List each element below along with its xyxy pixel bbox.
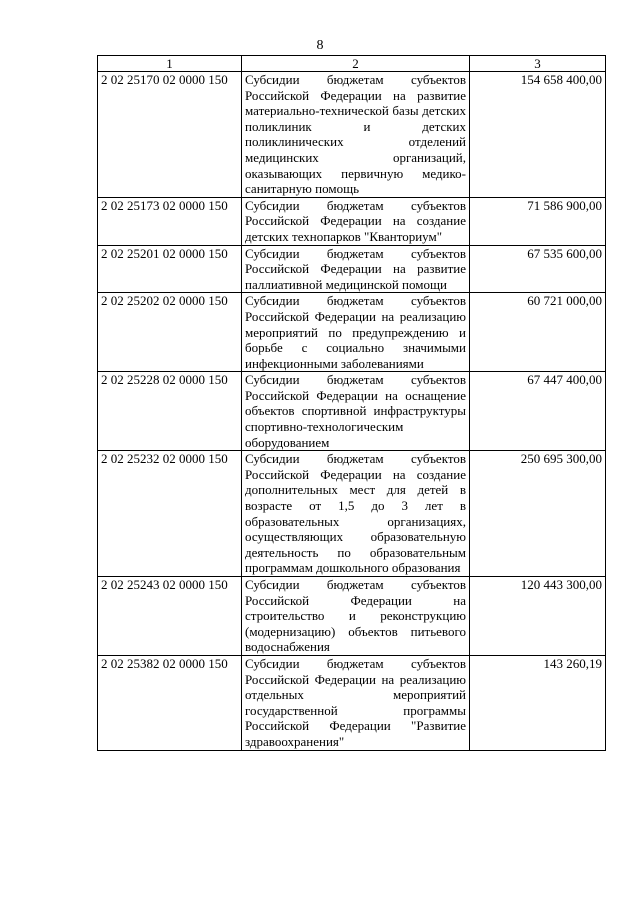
table-row bbox=[98, 451, 606, 577]
column-header-description: 2 bbox=[242, 56, 470, 72]
table-row bbox=[98, 577, 606, 656]
description-cell: Субсидии бюджетам субъектов Российской Федерации на реализацию отдельных мероприятий государственной программы Российской Федерации "Развитие здравоохранения" bbox=[242, 655, 470, 750]
budget-revenue-table bbox=[97, 55, 606, 751]
budget-code-cell: 2 02 25232 02 0000 150 bbox=[98, 451, 242, 577]
amount-cell: 67 535 600,00 bbox=[470, 245, 606, 293]
table-row bbox=[98, 245, 606, 293]
description-cell: Субсидии бюджетам субъектов Российской Федерации на создание детских технопарков "Кванториум" bbox=[242, 197, 470, 245]
amount-cell: 71 586 900,00 bbox=[470, 197, 606, 245]
page-number: 8 bbox=[316, 38, 324, 53]
table-row bbox=[98, 372, 606, 451]
description-cell: Субсидии бюджетам субъектов Российской Федерации на развитие материально-технической базы детских поликлиник и детских поликлинических отделений медицинских организаций, оказывающих первичную медико-санитарную помощь bbox=[242, 72, 470, 198]
table-row bbox=[98, 72, 606, 198]
budget-code-cell: 2 02 25173 02 0000 150 bbox=[98, 197, 242, 245]
budget-code-cell: 2 02 25202 02 0000 150 bbox=[98, 293, 242, 372]
budget-code-cell: 2 02 25243 02 0000 150 bbox=[98, 577, 242, 656]
budget-code-cell: 2 02 25201 02 0000 150 bbox=[98, 245, 242, 293]
description-cell: Субсидии бюджетам субъектов Российской Федерации на реализацию мероприятий по предупреждению и борьбе с социально значимыми инфекционными заболеваниями bbox=[242, 293, 470, 372]
amount-cell: 60 721 000,00 bbox=[470, 293, 606, 372]
description-cell: Субсидии бюджетам субъектов Российской Федерации на создание дополнительных мест для детей в возрасте от 1,5 до 3 лет в образовательных организациях, осуществляющих образовательную деятельность по образовательным программам дошкольного образования bbox=[242, 451, 470, 577]
amount-cell: 154 658 400,00 bbox=[470, 72, 606, 198]
budget-code-cell: 2 02 25170 02 0000 150 bbox=[98, 72, 242, 198]
amount-cell: 250 695 300,00 bbox=[470, 451, 606, 577]
table-header-row bbox=[98, 56, 606, 72]
column-header-code: 1 bbox=[98, 56, 242, 72]
table-row bbox=[98, 293, 606, 372]
amount-cell: 120 443 300,00 bbox=[470, 577, 606, 656]
amount-cell: 143 260,19 bbox=[470, 655, 606, 750]
description-cell: Субсидии бюджетам субъектов Российской Федерации на строительство и реконструкцию (модернизацию) объектов питьевого водоснабжения bbox=[242, 577, 470, 656]
table-row bbox=[98, 655, 606, 750]
budget-code-cell: 2 02 25228 02 0000 150 bbox=[98, 372, 242, 451]
column-header-amount: 3 bbox=[470, 56, 606, 72]
amount-cell: 67 447 400,00 bbox=[470, 372, 606, 451]
description-cell: Субсидии бюджетам субъектов Российской Федерации на оснащение объектов спортивной инфраструктуры спортивно-технологическим оборудованием bbox=[242, 372, 470, 451]
table-row bbox=[98, 197, 606, 245]
budget-code-cell: 2 02 25382 02 0000 150 bbox=[98, 655, 242, 750]
description-cell: Субсидии бюджетам субъектов Российской Федерации на развитие паллиативной медицинской помощи bbox=[242, 245, 470, 293]
